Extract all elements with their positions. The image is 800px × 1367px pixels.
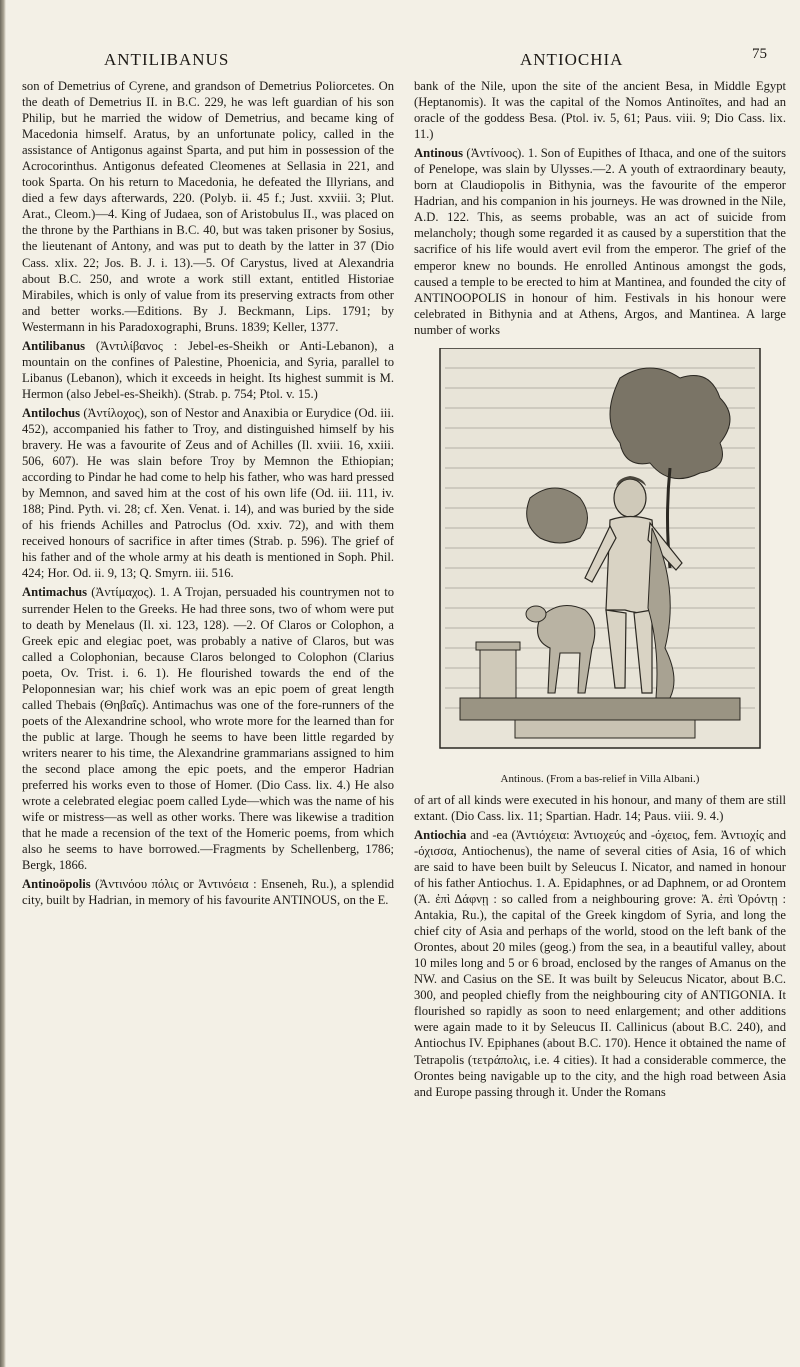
headword-antiochia: Antiochia [414,827,467,842]
running-head-left: ANTILIBANUS [104,50,230,69]
entry-antiochia-text: and -ea (Ἀντιόχεια: Ἀντιοχεύς and -όχειος, fem. Ἀντιοχίς and -όχισσα, Antiochenus), the name of several cities of Asia, 16 of which are said to have been built by Seleucus I. Nicator, and named in honour of his father Antiochus. 1. A. Epidaphnes, or ad Daphnem, or ad Orontem (Ἀ. ἐπὶ Δάφνῃ : so called from a neighbouring grove: Ἀ. ἐπὶ Ὀρόντῃ : Antakia, Ru.), the capital of the Greek kingdom of Syria, and long the chief city of Asia and perhaps of the world, stood on the left bank of the Orontes, about 20 miles (geog.) from the sea, in a beautiful valley, about 10 miles long and 5 or 6 broad, enclosed by the ranges of Amanus on the NW. and Casius on the SE. It was built by Seleucus Nicator, about B.C. 300, and peopled chiefly from the neighbouring city of ANTIGONIA. It flourished so rapidly as soon to need enlargement; and other additions were again made to it by Seleucus II. Callinicus (about B.C. 240), and Antiochus IV. Epiphanes (about B.C. 170). Hence it obtained the name of Tetrapolis (τετράπολις, i.e. 4 cities). It had a considerable commerce, the Orontes being navigable up to the city, and the high road between Asia and Europe passing through it. Under the Romans [414,827,786,1099]
headword-antimachus: Antimachus [22,585,88,600]
page-number: 75 [752,46,767,62]
running-head-right: ANTIOCHIA [520,50,624,69]
entry-antimachus-text: (Ἀντίμαχος). 1. A Trojan, persuaded his countrymen not to surrender Helen to the Greeks. He had three sons, two of whom were put to death by Menelaus (Il. xi. 123, 128). —2. Of Claros or Colophon, a Greek epic and elegiac poet, was probably a native of Claros, but was called a Colophonian, because Claros belonged to Colophon (Clarius poeta, Ov. Trist. i. 6. 1). He flourished towards the end of the Peloponnesian war; his chief work was an epic poem of great length called Thebais (Θηβαΐς). Antimachus was one of the fore-runners of the poets of the Alexandrine school, who wrote more for the learned than for the public at large. Though he seems to have been little regarded by writers nearer to his time, the Alexandrine grammarians assigned to him the second place among the epic poets, and the emperor Hadrian preferred his works even to those of Homer. (Dio Cass. lix. 4.) He also wrote a celebrated elegiac poem called Lyde—which was the name of his wife or mistress—as well as other works. There was likewise a tradition that he made a recension of the text of the Homeric poems, from which also he seems to have borrowed.—Fragments by Schellenberg, 1786; Bergk, 1866. [22,585,394,873]
entry-antiochia [414,827,786,1100]
antinous-bas-relief-illustration [420,348,780,768]
entry-antimachus [22,584,394,873]
entry-antigonus-continued: son of Demetrius of Cyrene, and grandson of Demetrius Poliorcetes. On the death of Demetrius II. in B.C. 229, he was left guardian of his son Philip, but he married the widow of Demetrius, and became king of Macedonia himself. Aratus, by an unfortunate policy, called in the assistance of Antigonus against Sparta, and put him in possession of the Acrocorinthus. Antigonus defeated Cleomenes at Sellasia in 221, and took Sparta. On his return to Macedonia, he defeated the Illyrians, and died a few days afterwards, 220. (Polyb. ii. 45 f.; Just. xxviii. 3; Plut. Arat., Cleom.)—4. King of Judaea, son of Aristobulus II., was placed on the throne by the Parthians in B.C. 40, but was taken prisoner by Sosius, the lieutenant of Antony, and was put to death by the latter in 37 (Dio Cass. xlix. 22; Jos. B. J. i. 13).—5. Of Carystus, lived at Alexandria about B.C. 250, and wrote a work still extant, entitled Historiae Mirabiles, which is only of value from its preserving extracts from other and better works.—Editions. By J. Beckmann, Lips. 1791; by Westermann in his Paradoxographi, Bruns. 1839; Keller, 1377. [22,79,394,334]
left-column [22,78,394,911]
entry-antinous-text: (Ἀντίνοος). 1. Son of Eupithes of Ithaca, and one of the suitors of Penelope, was slain by Ulysses.—2. A youth of extraordinary beauty, born at Claudiopolis in Bithynia, was the favourite of the emperor Hadrian, and his companion in his journeys. He was drowned in the Nile, A.D. 122. This, as seems probable, was an act of suicide from melancholy; though some regarded it as caused by a superstition that the sacrifice of his life would avert evil from the emperor. The grief of the emperor knew no bounds. He enrolled Antinous amongst the gods, caused a temple to be erected to him at Mantinea, and founded the city of ANTINOOPOLIS in honour of him. Festivals in his honour were celebrated in Bithynia and at Athens, Argos, and Mantinea. A large number of works [414,146,786,337]
entry-antilibanus-text: (Ἀντιλίβανος : Jebel-es-Sheikh or Anti-Lebanon), a mountain on the confines of Palestine, Phoenicia, and Syria, parallel to Libanus (Lebanon), which it exceeds in height. Its highest summit is M. Hermon (also Jebel-es-Sheikh). (Strab. p. 754; Ptol. v. 15.) [22,338,394,401]
headword-antinoopolis: Antinoöpolis [22,877,91,892]
page-binding-edge [0,0,6,1367]
entry-antilochus [22,405,394,582]
entry-antinous [414,145,786,338]
right-column [414,78,786,1103]
antinous-relief-drawing [420,348,780,768]
headword-antilochus: Antilochus [22,405,81,420]
figure-caption: Antinous. (From a bas-relief in Villa Albani.) [500,772,700,785]
entry-antilibanus [22,338,394,402]
entry-antilochus-text: (Ἀντίλοχος), son of Nestor and Anaxibia or Eurydice (Od. iii. 452), accompanied his father to Troy, and distinguished himself by his bravery. He was a favourite of Zeus and of Achilles (Il. xviii. 16, xxiii. 506, 607). He was slain before Troy by Memnon the Ethiopian; according to Pindar he had come to help his father, who was hard pressed by Memnon, and saved him at the cost of his own life (Od. iii. 111, iv. 188; Pind. Pyth. vi. 28; cf. Xen. Venat. i. 14), and was buried by the side of his friends Achilles and Patroclus (Od. xxiv. 72), and with them received honours of sacrifice in after times (Strab. p. 596). The grief of his father and of the whole army at his death is mentioned in Soph. Phil. 424; Hor. Od. ii. 9, 13; Q. Smyrn. iii. 516. [22,405,394,581]
headword-antilibanus: Antilibanus [22,338,85,353]
entry-antinoopolis [22,876,394,908]
entry-antinous-continued: of art of all kinds were executed in his honour, and many of them are still extant. (Dio Cass. lix. 11; Spartian. Hadr. 14; Paus. viii. 9. 4.) [414,792,786,823]
entry-antinoopolis-text: (Ἀντινόου πόλις or Ἀντινόεια : Enseneh, Ru.), a splendid city, built by Hadrian, in memory of his favourite ANTINOUS, on the E. [22,877,394,908]
headword-antinous: Antinous [414,146,463,161]
entry-antinoopolis-continued: bank of the Nile, upon the site of the ancient Besa, in Middle Egypt (Heptanomis). It was the capital of the Nomos Antinoïtes, and had an oracle of the goddess Besa. (Ptol. iv. 5, 61; Paus. viii. 9; Dio Cass. lix. 11.) [414,79,786,142]
